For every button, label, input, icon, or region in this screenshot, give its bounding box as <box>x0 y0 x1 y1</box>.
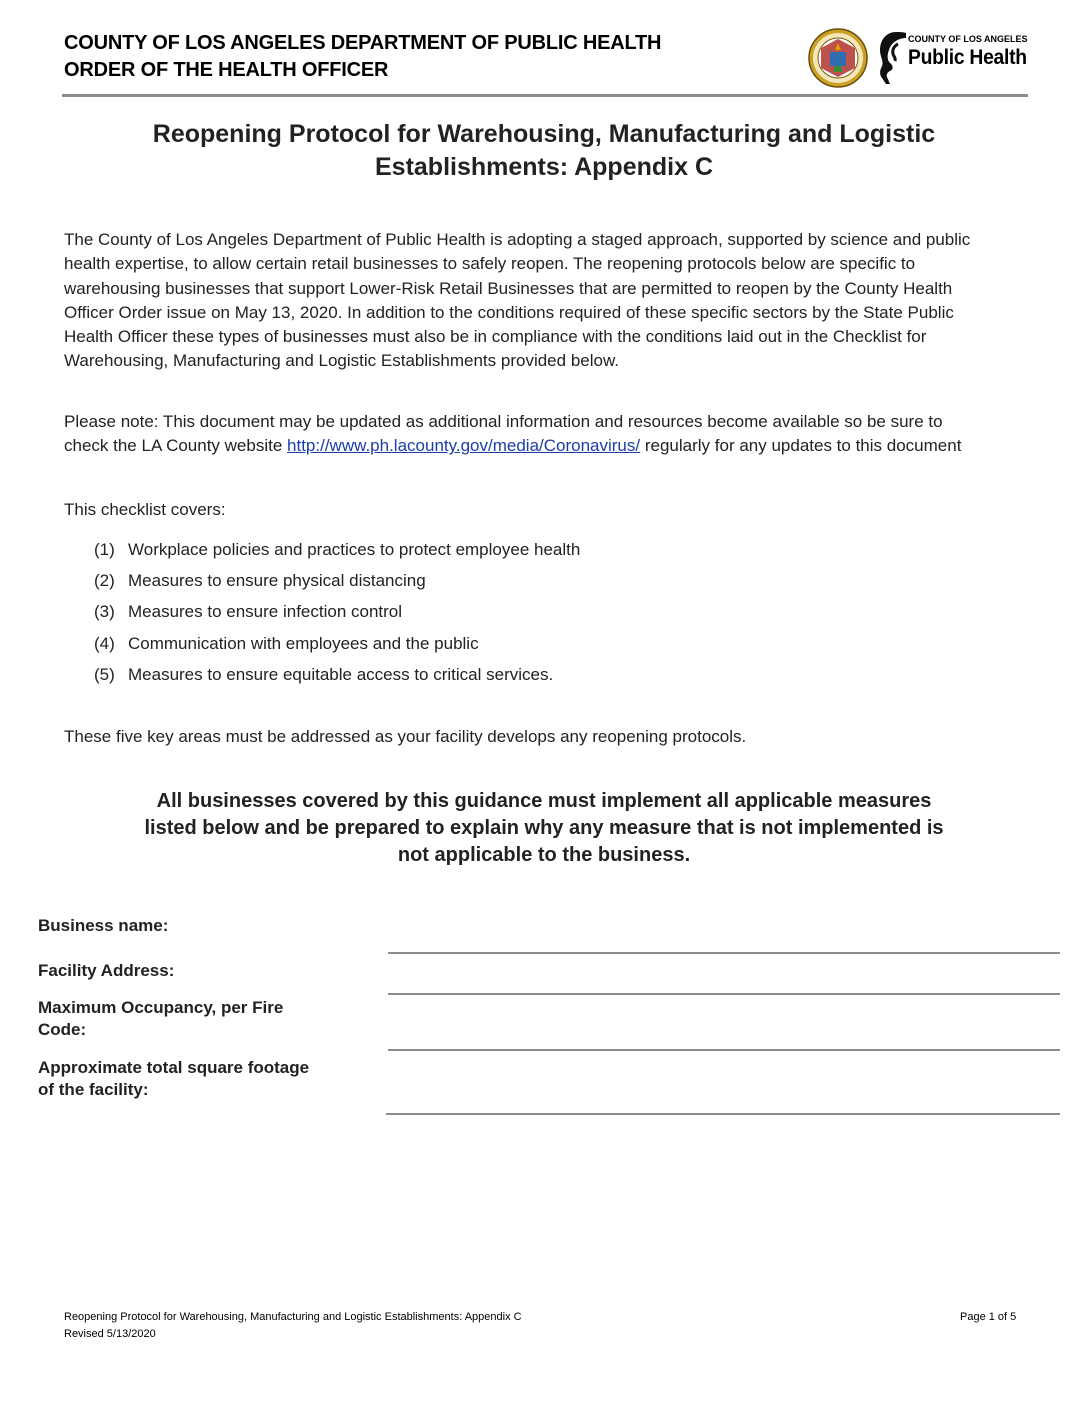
profile-silhouette-icon <box>876 30 908 86</box>
business-name-field[interactable] <box>388 952 1060 954</box>
footer-document-title: Reopening Protocol for Warehousing, Manufacturing and Logistic Establishments: Appendix C <box>64 1311 522 1323</box>
public-health-logo <box>876 30 1026 86</box>
list-item-text: Measures to ensure infection control <box>128 602 403 622</box>
footer-revised-date: Revised 5/13/2020 <box>64 1328 156 1340</box>
notice-line-3: not applicable to the business. <box>397 844 691 866</box>
max-occupancy-label-line-1: Maximum Occupancy, per Fire <box>38 998 284 1017</box>
notice-line-2: listed below and be prepared to explain why any measure that is not implemented is <box>144 817 944 839</box>
county-seal-icon <box>808 28 868 88</box>
list-item-text: Measures to ensure physical distancing <box>128 571 426 591</box>
list-item-number: (3) <box>94 602 115 622</box>
header-department: COUNTY OF LOS ANGELES DEPARTMENT OF PUBLIC HEALTH <box>64 32 662 54</box>
note-text-after: regularly for any updates to this document <box>640 436 962 456</box>
list-item <box>94 628 580 659</box>
max-occupancy-label <box>38 997 283 1041</box>
list-item-number: (2) <box>94 571 115 591</box>
list-item <box>94 534 580 565</box>
logo-county-text: COUNTY OF LOS ANGELES <box>908 34 1028 44</box>
title-line-2: Establishments: Appendix C <box>374 153 713 181</box>
list-item <box>94 565 580 596</box>
facility-address-label: Facility Address: <box>38 961 175 980</box>
facility-address-field[interactable] <box>388 993 1060 995</box>
max-occupancy-label-line-2: Code: <box>38 1020 87 1039</box>
note-paragraph <box>64 410 984 459</box>
checklist-covers-label: This checklist covers: <box>64 500 226 519</box>
list-item-text: Workplace policies and practices to protect employee health <box>128 540 581 559</box>
footer-page-number: Page 1 of 5 <box>960 1311 1017 1323</box>
document-header <box>64 30 661 84</box>
document-title <box>64 118 1024 184</box>
header-logos <box>808 28 1028 90</box>
header-order: ORDER OF THE HEALTH OFFICER <box>64 59 389 81</box>
list-item <box>94 596 580 627</box>
key-areas-paragraph: These five key areas must be addressed as your facility develops any reopening protocols. <box>64 727 747 746</box>
title-line-1: Reopening Protocol for Warehousing, Manufacturing and Logistic <box>152 120 936 148</box>
square-footage-label-line-2: of the facility: <box>38 1080 149 1099</box>
list-item-number: (5) <box>94 664 115 684</box>
list-item-text: Communication with employees and the public <box>128 633 479 653</box>
list-item <box>94 659 580 690</box>
list-item-number: (4) <box>94 633 115 653</box>
square-footage-field[interactable] <box>386 1113 1060 1115</box>
business-name-label: Business name: <box>38 916 169 935</box>
list-item-number: (1) <box>94 540 115 559</box>
checklist-covers-list <box>94 534 580 690</box>
header-divider <box>62 94 1028 97</box>
max-occupancy-field[interactable] <box>388 1049 1060 1051</box>
notice-line-1: All businesses covered by this guidance must implement all applicable measures <box>156 790 932 812</box>
intro-paragraph: The County of Los Angeles Department of Public Health is adopting a staged approach, supported by science and public health expertise, to allow certain retail businesses to safely reopen. The reopening protocols below are specific to warehousing businesses that support Lower-Risk Retail Businesses that are permitted to reopen by the County Health Officer Order issue on May 13, 2020. In addition to the conditions required of these specific sectors by the State Public Health Officer these types of businesses must also be in compliance with the conditions laid out in the Checklist for Warehousing, Manufacturing and Logistic Establishments provided below. <box>64 230 971 371</box>
list-item-text: Measures to ensure equitable access to critical services. <box>128 664 554 684</box>
square-footage-label <box>38 1057 309 1101</box>
logo-public-health-text: Public Health <box>908 46 1027 69</box>
compliance-notice <box>64 788 1024 869</box>
square-footage-label-line-1: Approximate total square footage <box>38 1058 310 1077</box>
note-text-before: Please note: This document may be updated as additional information and resources become available so be sure to check the LA County website <box>64 412 943 456</box>
la-county-website-link[interactable]: http://www.ph.lacounty.gov/media/Coronavirus/ <box>287 436 641 456</box>
